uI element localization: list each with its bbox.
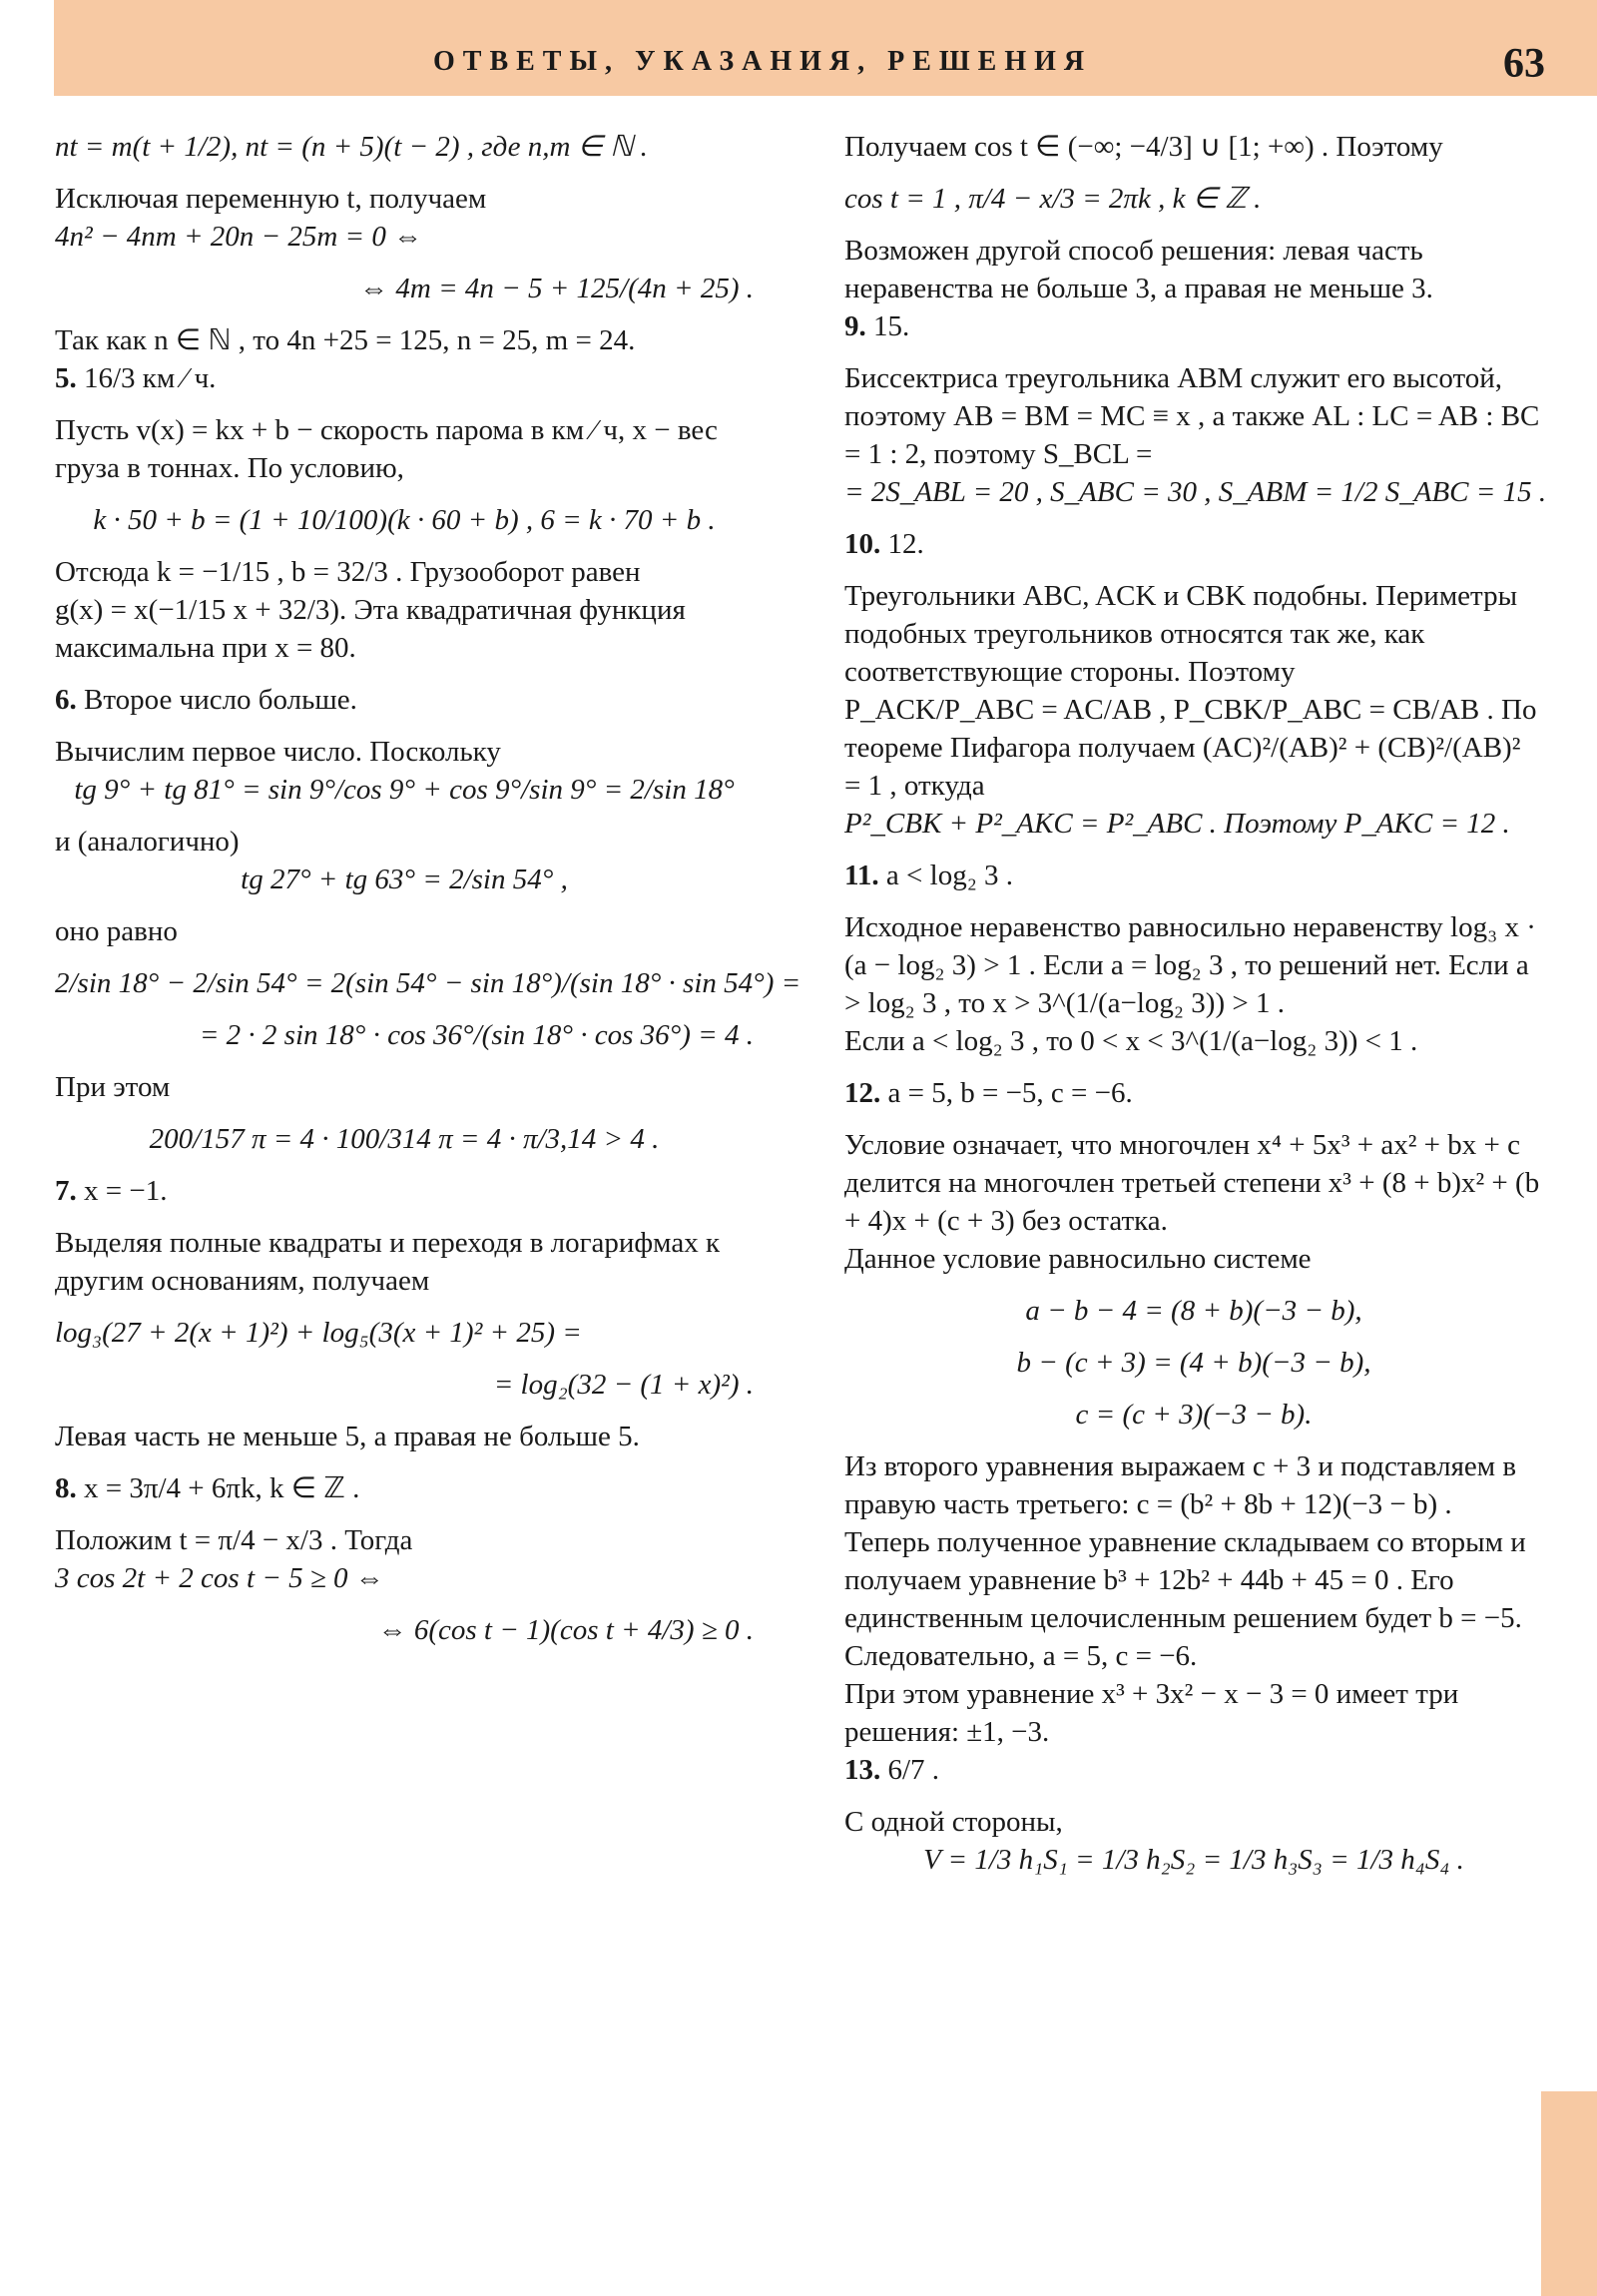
formula-line: 4n² − 4nm + 20n − 25m = 0 ⇔: [55, 221, 423, 253]
spacer: [55, 166, 754, 180]
paragraph: Из второго уравнения выражаем c + 3 и подставляем в правую часть третьего: c = (b² + 8b + 12)(−3 − b) . Теперь полученное уравнение складываем со вторым и получаем уравнение b³ + 12b² + 44b + 45 = 0 . Его единственным целочисленным решением будет b = −5. Следовательно, a = 5, c = −6.: [844, 1450, 1526, 1672]
answer-line: [844, 1751, 1543, 1789]
answer-text: 6/7 .: [880, 1754, 940, 1786]
running-title: ОТВЕТЫ, УКАЗАНИЯ, РЕШЕНИЯ: [433, 46, 1093, 77]
answer-line: [55, 1469, 754, 1507]
spacer: [55, 1352, 754, 1366]
answer-text: x = −1.: [76, 1175, 168, 1207]
formula-line: tg 27° + tg 63° = 2/sin 54° ,: [241, 863, 568, 895]
answer-line: [55, 681, 754, 719]
paragraph: Вычислим первое число. Поскольку: [55, 736, 501, 768]
page-number: 63: [1503, 41, 1545, 87]
formula-line: ⇔ 4m = 4n − 5 + 125/(4n + 25) .: [359, 273, 754, 304]
formula-line: = 2S_ABL = 20 , S_ABC = 30 , S_ABM = 1/2 S_ABC = 15 .: [844, 476, 1547, 508]
formula-line: = 2 · 2 sin 18° · cos 36°/(sin 18° · cos 36°) = 4 .: [199, 1019, 754, 1051]
spacer: [55, 1158, 754, 1172]
paragraph: оно равно: [55, 915, 178, 947]
paragraph: С одной стороны,: [844, 1806, 1063, 1838]
spacer: [55, 1597, 754, 1611]
answer-line: [844, 1074, 1543, 1112]
spacer: [844, 511, 1543, 525]
spacer: [55, 1054, 754, 1068]
answer-text: Второе число больше.: [76, 684, 357, 716]
formula-line: 200/157 π = 4 · 100/314 π = 4 · π/3,14 > 4 .: [149, 1123, 660, 1155]
spacer: [844, 1879, 1543, 1893]
paragraph: Биссектриса треугольника ABM служит его высотой, поэтому AB = BM = MC ≡ x , а также AL : LC = AB : BC = 1 : 2, поэтому S_BCL =: [844, 362, 1540, 470]
side-tab: [1541, 2091, 1597, 2296]
spacer: [844, 1330, 1543, 1344]
paragraph: Левая часть не меньше 5, а правая не больше 5.: [55, 1421, 640, 1452]
formula-line: log₃(27 + 2(x + 1)²) + log₅(3(x + 1)² + 25) =: [55, 1317, 582, 1349]
answer-text: 12.: [880, 528, 924, 560]
answer-line: [55, 1172, 754, 1210]
spacer: [55, 667, 754, 681]
formula-line: nt = m(t + 1/2), nt = (n + 5)(t − 2) , где n,m ∈ ℕ .: [55, 131, 648, 163]
answer-line: [844, 857, 1543, 894]
answer-text: a = 5, b = −5, c = −6.: [880, 1077, 1133, 1109]
spacer: [55, 1455, 754, 1469]
paragraph: P_ACK/P_ABC = AC/AB , P_CBK/P_ABC = CB/AB . По теореме Пифагора получаем (AC)²/(AB)² + (CB)²/(AB)² = 1 , откуда: [844, 694, 1537, 802]
answer-text: 15.: [865, 310, 910, 342]
paragraph: Получаем cos t ∈ (−∞; −4/3] ∪ [1; +∞) . Поэтому: [844, 131, 1443, 163]
formula-line: tg 9° + tg 81° = sin 9°/cos 9° + cos 9°/sin 9° = 2/sin 18°: [74, 774, 735, 806]
answer-line: [55, 359, 754, 397]
formula-line: k · 50 + b = (1 + 10/100)(k · 60 + b) , 6 = k · 70 + b .: [93, 504, 716, 536]
formula-line: = log₂(32 − (1 + x)²) .: [493, 1369, 754, 1401]
formula-line: 3 cos 2t + 2 cos t − 5 ≥ 0 ⇔: [55, 1562, 384, 1594]
paragraph: Если a < log₂ 3 , то 0 < x < 3^(1/(a−log₂ 3)) < 1 .: [844, 1025, 1418, 1057]
formula-line: 2/sin 18° − 2/sin 54° = 2(sin 54° − sin 18°)/(sin 18° · sin 54°) =: [55, 967, 801, 999]
spacer: [844, 563, 1543, 577]
paragraph: Возможен другой способ решения: левая часть неравенства не больше 3, а правая не меньше 3.: [844, 235, 1433, 304]
answer-text: a < log₂ 3 .: [878, 860, 1014, 891]
spacer: [55, 397, 754, 411]
spacer: [844, 1434, 1543, 1447]
paragraph: Пусть v(x) = kx + b − скорость парома в км ⁄ ч, x − вес груза в тоннах. По условию,: [55, 414, 718, 484]
spacer: [55, 809, 754, 823]
spacer: [844, 1060, 1543, 1074]
spacer: [844, 345, 1543, 359]
formula-line: V = 1/3 h₁S₁ = 1/3 h₂S₂ = 1/3 h₃S₃ = 1/3 h₄S₄ .: [923, 1844, 1464, 1876]
right-column: [844, 128, 1547, 1893]
paragraph: Данное условие равносильно системе: [844, 1243, 1312, 1275]
spacer: [55, 898, 754, 912]
formula-line: P²_CBK + P²_AKC = P²_ABC . Поэтому P_AKC = 12 .: [844, 808, 1510, 840]
formula-line: c = (c + 3)(−3 − b).: [1075, 1399, 1313, 1431]
paragraph: Выделяя полные квадраты и переходя в логарифмах к другим основаниям, получаем: [55, 1227, 721, 1297]
paragraph: Отсюда k = −1/15 , b = 32/3 . Грузооборот равен: [55, 556, 641, 588]
formula-line: a − b − 4 = (8 + b)(−3 − b),: [1025, 1295, 1362, 1327]
spacer: [55, 487, 754, 501]
paragraph: При этом уравнение x³ + 3x² − x − 3 = 0 имеет три решения: ±1, −3.: [844, 1678, 1459, 1748]
problem-number: 6.: [55, 684, 77, 716]
spacer: [55, 307, 754, 321]
spacer: [844, 218, 1543, 232]
paragraph: Положим t = π/4 − x/3 . Тогда: [55, 1524, 413, 1556]
spacer: [55, 1404, 754, 1418]
spacer: [55, 1106, 754, 1120]
spacer: [55, 1210, 754, 1224]
paragraph: Исключая переменную t, получаем: [55, 183, 487, 215]
spacer: [844, 166, 1543, 180]
spacer: [55, 1507, 754, 1521]
problem-number: 10.: [844, 528, 881, 560]
problem-number: 13.: [844, 1754, 881, 1786]
paragraph: Условие означает, что многочлен x⁴ + 5x³ + ax² + bx + c делится на многочлен третьей степени x³ + (8 + b)x² + (b + 4)x + (c + 3) без остатка.: [844, 1129, 1540, 1237]
paragraph: Треугольники ABC, ACK и CBK подобны. Периметры подобных треугольников относятся так же, как соответствующие стороны. Поэтому: [844, 580, 1518, 688]
spacer: [55, 950, 754, 964]
spacer: [844, 1278, 1543, 1292]
spacer: [55, 1300, 754, 1314]
spacer: [55, 539, 754, 553]
left-column: [55, 128, 801, 1663]
spacer: [844, 1112, 1543, 1126]
problem-number: 11.: [844, 860, 879, 891]
problem-number: 9.: [844, 310, 866, 342]
answer-text: x = 3π/4 + 6πk, k ∈ ℤ .: [76, 1472, 360, 1504]
formula-line: cos t = 1 , π/4 − x/3 = 2πk , k ∈ ℤ .: [844, 183, 1262, 215]
formula-line: ⇔ 6(cos t − 1)(cos t + 4/3) ≥ 0 .: [377, 1614, 754, 1646]
answer-line: [844, 525, 1543, 563]
spacer: [55, 1002, 754, 1016]
formula-line: b − (c + 3) = (4 + b)(−3 − b),: [1016, 1347, 1371, 1379]
answer-line: [844, 307, 1543, 345]
spacer: [55, 1649, 754, 1663]
paragraph: и (аналогично): [55, 826, 240, 858]
spacer: [844, 1789, 1543, 1803]
paragraph: g(x) = x(−1/15 x + 32/3). Эта квадратичная функция максимальна при x = 80.: [55, 594, 686, 664]
paragraph: Так как n ∈ ℕ , то 4n +25 = 125, n = 25, m = 24.: [55, 324, 636, 356]
problem-number: 5.: [55, 362, 77, 394]
answer-text: 16/3 км ⁄ ч.: [76, 362, 217, 394]
paragraph: При этом: [55, 1071, 171, 1103]
spacer: [55, 256, 754, 270]
problem-number: 8.: [55, 1472, 77, 1504]
spacer: [844, 894, 1543, 908]
spacer: [844, 1382, 1543, 1396]
problem-number: 7.: [55, 1175, 77, 1207]
spacer: [844, 843, 1543, 857]
paragraph: Исходное неравенство равносильно неравенству log₃ x · (a − log₂ 3) > 1 . Если a = log₂ 3 , то решений нет. Если a > log₂ 3 , то x > 3^(1/(a−log₂ 3)) > 1 .: [844, 911, 1536, 1019]
page-header-band: [54, 0, 1597, 96]
spacer: [55, 719, 754, 733]
problem-number: 12.: [844, 1077, 881, 1109]
